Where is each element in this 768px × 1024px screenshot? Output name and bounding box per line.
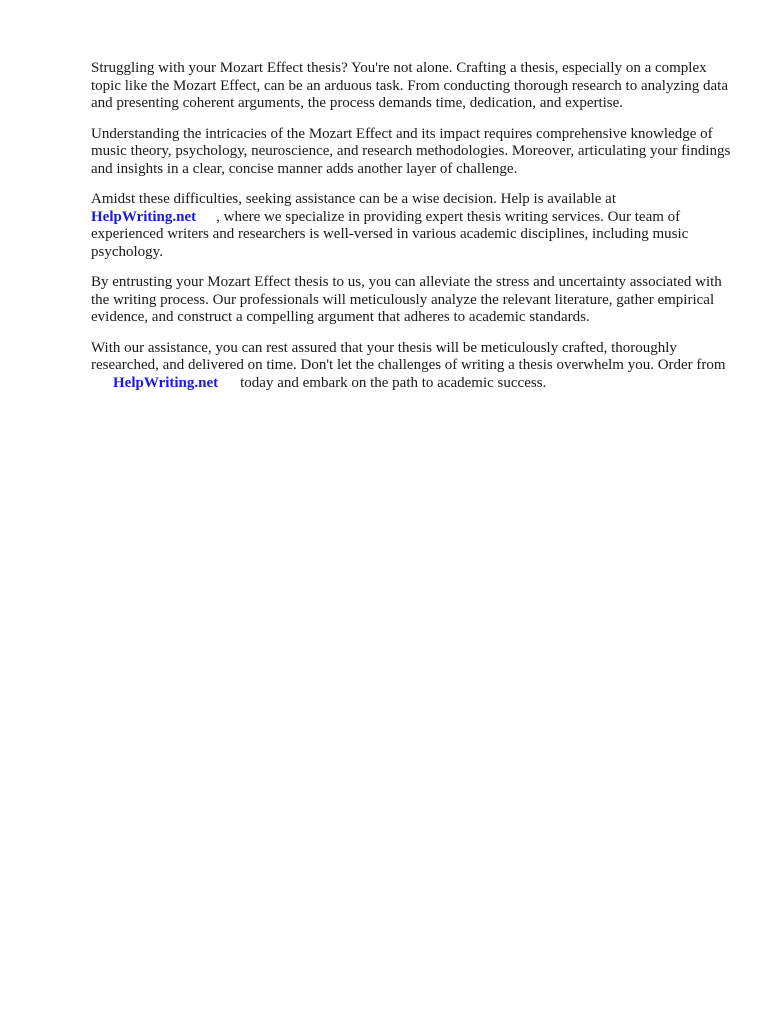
document-page bbox=[91, 60, 731, 405]
order-text-before: With our assistance, you can rest assured that your thesis will be meticulously crafted, thoroughly researched, and delivered on time. Don't let the challenges of writing a thesis overwhelm you. Order from bbox=[91, 339, 726, 373]
paragraph-assistance bbox=[91, 191, 731, 261]
paragraph-intro: Struggling with your Mozart Effect thesis? You're not alone. Crafting a thesis, especially on a complex topic like the Mozart Effect, can be an arduous task. From conducting thorough research to analyzing data and presenting coherent arguments, the process demands time, dedication, and expertise. bbox=[91, 60, 729, 111]
order-text-after: today and embark on the path to academic success. bbox=[240, 374, 547, 391]
paragraph-understanding: Understanding the intricacies of the Mozart Effect and its impact requires comprehensive knowledge of music theory, psychology, neuroscience, and research methodologies. Moreover, articulating your findings and insights in a clear, concise manner adds another layer of challenge. bbox=[91, 125, 731, 177]
helpwriting-order-link[interactable]: HelpWriting.net bbox=[113, 374, 219, 391]
paragraph-order bbox=[91, 340, 731, 393]
helpwriting-link[interactable]: HelpWriting.net bbox=[91, 208, 197, 225]
paragraph-entrusting: By entrusting your Mozart Effect thesis to us, you can alleviate the stress and uncertainty associated with the writing process. Our professionals will meticulously analyze the relevant literature, gather empirical evidence, and construct a compelling argument that adheres to academic standards. bbox=[91, 274, 722, 325]
assistance-text-before: Amidst these difficulties, seeking assistance can be a wise decision. Help is available at bbox=[91, 191, 616, 207]
assistance-text-after: , where we specialize in providing expert thesis writing services. Our team of experienced writers and researchers is well-versed in various academic disciplines, including music psychology. bbox=[91, 208, 689, 260]
